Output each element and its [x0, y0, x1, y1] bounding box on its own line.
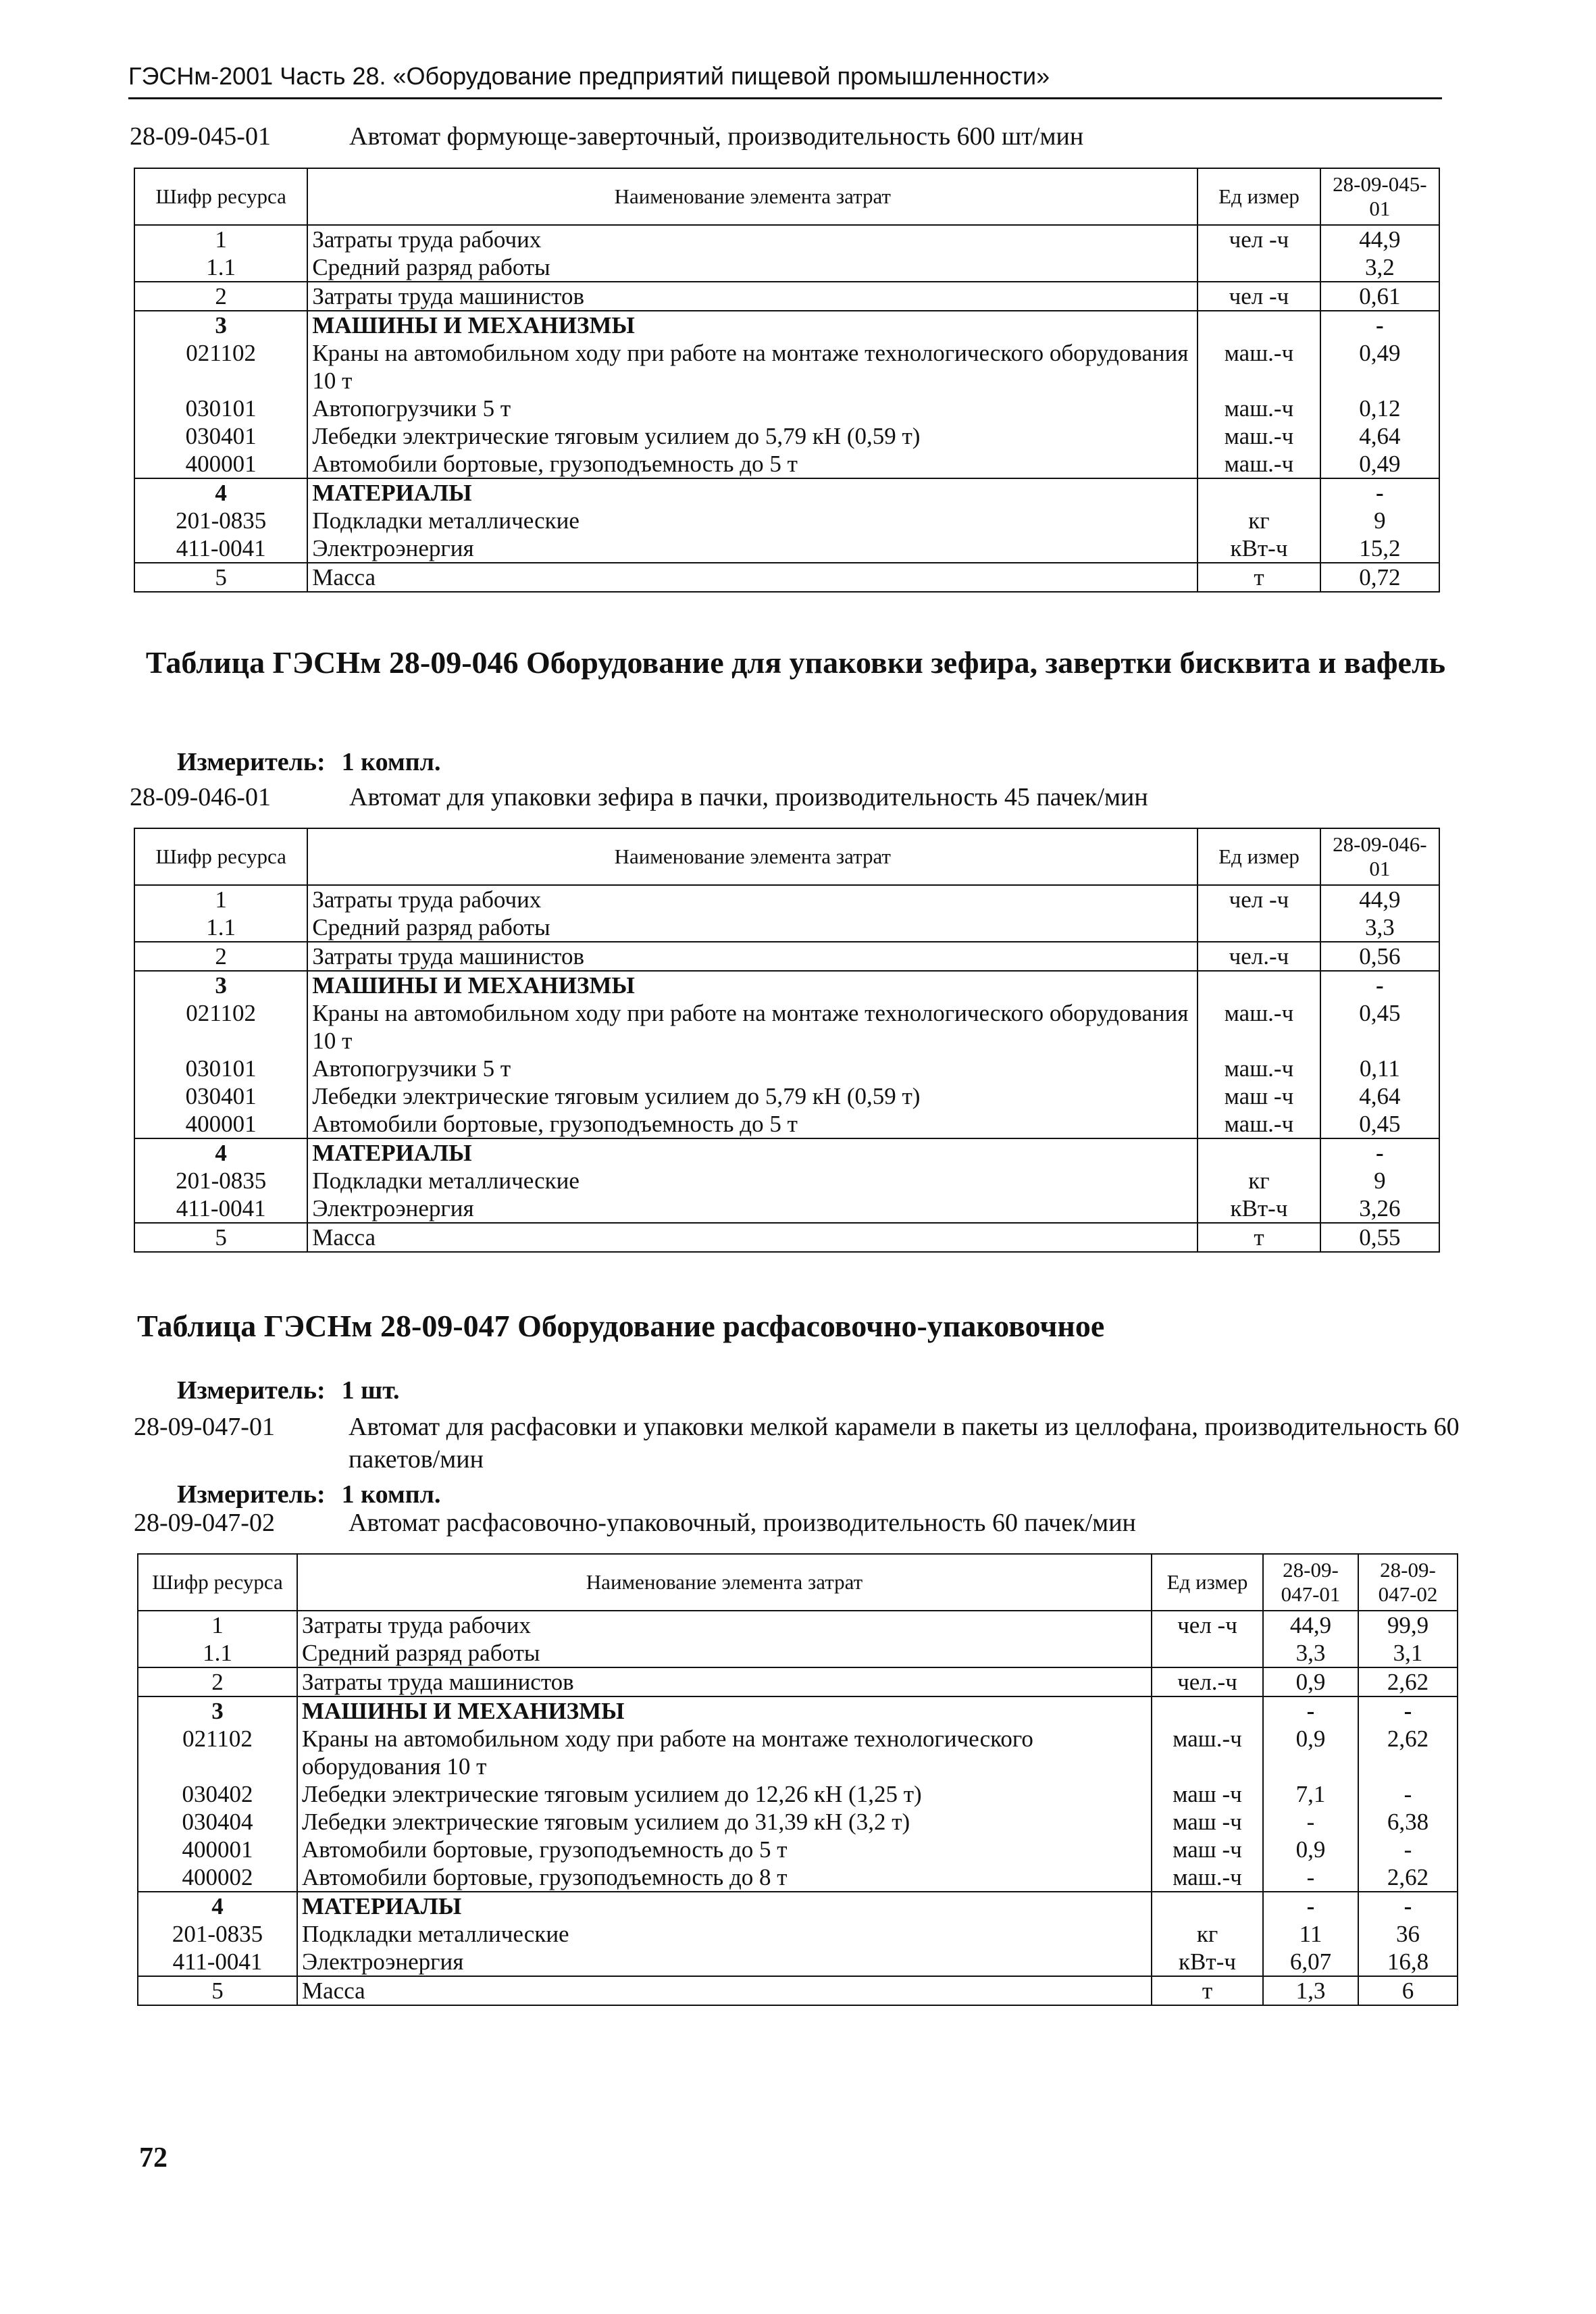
resource-code: 4: [138, 1892, 297, 1920]
norm-value-1: 0,9: [1263, 1667, 1358, 1696]
unit-of-measure: т: [1152, 1976, 1263, 2005]
resource-code: 021102: [134, 999, 307, 1055]
norm-value: 9: [1320, 1167, 1439, 1194]
unit-of-measure: маш.-ч: [1198, 450, 1320, 478]
cost-element-name: Масса: [307, 1223, 1198, 1252]
norm-value-2: -: [1358, 1836, 1458, 1863]
cost-element-name: МАТЕРИАЛЫ: [307, 1138, 1198, 1167]
resource-code: 1.1: [134, 913, 307, 942]
table-row: [138, 1976, 1458, 2005]
norm-value-2: 99,9: [1358, 1611, 1458, 1639]
resource-code: 2: [138, 1667, 297, 1696]
unit-of-measure: кВт-ч: [1198, 534, 1320, 563]
meter-value: 1 шт.: [341, 1376, 400, 1405]
table-row: [138, 1667, 1458, 1696]
resource-code: 5: [138, 1976, 297, 2005]
norm-value-1: 7,1: [1263, 1780, 1358, 1808]
resource-code: 3: [134, 311, 307, 339]
cost-element-name: Краны на автомобильном ходу при работе на монтаже технологического оборудования 10 т: [297, 1725, 1152, 1780]
meter-047-02: [177, 1480, 440, 1509]
norm-value: 0,11: [1320, 1055, 1439, 1082]
cost-element-name: Средний разряд работы: [307, 913, 1198, 942]
unit-of-measure: [1198, 253, 1320, 282]
meter-label: Измеритель:: [177, 1376, 326, 1405]
norm-value: -: [1320, 971, 1439, 999]
norm-value-2: 3,1: [1358, 1639, 1458, 1667]
cost-element-name: МАШИНЫ И МЕХАНИЗМЫ: [297, 1696, 1152, 1725]
resource-code: 030101: [134, 395, 307, 422]
norm-value: 0,61: [1320, 282, 1439, 311]
norm-value-1: 3,3: [1263, 1639, 1358, 1667]
norm-value: 3,3: [1320, 913, 1439, 942]
resource-code: 030401: [134, 1082, 307, 1110]
unit-of-measure: кВт-ч: [1198, 1194, 1320, 1223]
unit-of-measure: [1152, 1892, 1263, 1920]
col-header-norm: 28-09-045-01: [1320, 168, 1439, 225]
unit-of-measure: чел.-ч: [1152, 1667, 1263, 1696]
cost-element-name: Затраты труда машинистов: [297, 1667, 1152, 1696]
norm-value: 15,2: [1320, 534, 1439, 563]
col-header-name: Наименование элемента затрат: [307, 168, 1198, 225]
norm-line-047-01: [134, 1411, 1478, 1476]
table-row: [134, 1082, 1439, 1110]
resource-code: 4: [134, 478, 307, 507]
norm-code: 28-09-045-01: [130, 122, 271, 151]
resource-code: 411-0041: [138, 1948, 297, 1976]
norm-value: 3,26: [1320, 1194, 1439, 1223]
resource-code: 5: [134, 563, 307, 592]
table-row: [134, 339, 1439, 395]
table-body: [134, 225, 1439, 592]
cost-element-name: Электроэнергия: [297, 1948, 1152, 1976]
unit-of-measure: [1198, 913, 1320, 942]
cost-element-name: Электроэнергия: [307, 534, 1198, 563]
table-row: [138, 1892, 1458, 1920]
unit-of-measure: маш.-ч: [1198, 339, 1320, 395]
norm-value: 3,2: [1320, 253, 1439, 282]
unit-of-measure: маш.-ч: [1152, 1863, 1263, 1892]
cost-element-name: Средний разряд работы: [307, 253, 1198, 282]
table-row: [138, 1780, 1458, 1808]
cost-element-name: Краны на автомобильном ходу при работе на монтаже технологического оборудования 10 т: [307, 999, 1198, 1055]
norm-value-1: 0,9: [1263, 1836, 1358, 1863]
table-row: [134, 1223, 1439, 1252]
cost-element-name: Краны на автомобильном ходу при работе на монтаже технологического оборудования 10 т: [307, 339, 1198, 395]
table-row: [134, 422, 1439, 450]
norm-value: 9: [1320, 507, 1439, 534]
cost-element-name: Затраты труда машинистов: [307, 282, 1198, 311]
cost-element-name: Автомобили бортовые, грузоподъемность до 5 т: [297, 1836, 1152, 1863]
norm-value: -: [1320, 1138, 1439, 1167]
unit-of-measure: маш -ч: [1152, 1780, 1263, 1808]
cost-element-name: Автопогрузчики 5 т: [307, 395, 1198, 422]
table-row: [134, 225, 1439, 253]
unit-of-measure: кг: [1152, 1920, 1263, 1948]
norm-value: 44,9: [1320, 885, 1439, 913]
resource-code: 2: [134, 942, 307, 971]
resource-code: 400001: [134, 1110, 307, 1138]
table-title-text: Таблица ГЭСНм 28-09-046 Оборудование для упаковки зефира, завертки бисквита и вафель: [145, 645, 1446, 680]
table-row: [134, 942, 1439, 971]
table-row: [134, 1055, 1439, 1082]
cost-element-name: МАШИНЫ И МЕХАНИЗМЫ: [307, 311, 1198, 339]
table-row: [134, 913, 1439, 942]
resource-code: 1: [134, 885, 307, 913]
unit-of-measure: маш.-ч: [1198, 395, 1320, 422]
col-header-name: Наименование элемента затрат: [307, 828, 1198, 885]
unit-of-measure: кг: [1198, 507, 1320, 534]
table-row: [134, 253, 1439, 282]
resource-code: 030404: [138, 1808, 297, 1836]
cost-element-name: МАТЕРИАЛЫ: [307, 478, 1198, 507]
norm-line-045-01: [130, 122, 1440, 151]
norm-value: 0,56: [1320, 942, 1439, 971]
unit-of-measure: чел -ч: [1152, 1611, 1263, 1639]
resource-table-046: [134, 828, 1440, 1253]
resource-code: 400001: [138, 1836, 297, 1863]
running-header: ГЭСНм-2001 Часть 28. «Оборудование предприятий пищевой промышленности»: [128, 62, 1442, 99]
table-row: [134, 999, 1439, 1055]
norm-description: Автомат для упаковки зефира в пачки, производительность 45 пачек/мин: [349, 783, 1148, 811]
norm-value-1: 1,3: [1263, 1976, 1358, 2005]
resource-code: 4: [134, 1138, 307, 1167]
cost-element-name: Затраты труда рабочих: [297, 1611, 1152, 1639]
unit-of-measure: [1198, 311, 1320, 339]
unit-of-measure: маш -ч: [1198, 1082, 1320, 1110]
cost-element-name: Электроэнергия: [307, 1194, 1198, 1223]
resource-code: 021102: [138, 1725, 297, 1780]
unit-of-measure: чел -ч: [1198, 282, 1320, 311]
unit-of-measure: чел.-ч: [1198, 942, 1320, 971]
cost-element-name: МАШИНЫ И МЕХАНИЗМЫ: [307, 971, 1198, 999]
norm-value-2: 2,62: [1358, 1863, 1458, 1892]
norm-value: 0,55: [1320, 1223, 1439, 1252]
col-header-code: Шифр ресурса: [138, 1554, 297, 1611]
cost-element-name: Масса: [307, 563, 1198, 592]
meter-value: 1 компл.: [341, 1480, 441, 1509]
cost-element-name: Подкладки металлические: [297, 1920, 1152, 1948]
norm-value-1: -: [1263, 1696, 1358, 1725]
unit-of-measure: маш -ч: [1152, 1808, 1263, 1836]
meter-047-01: [177, 1376, 400, 1405]
resource-code: 201-0835: [134, 507, 307, 534]
page-number: 72: [139, 2142, 168, 2173]
norm-value-1: -: [1263, 1892, 1358, 1920]
cost-element-name: Затраты труда машинистов: [307, 942, 1198, 971]
unit-of-measure: [1152, 1696, 1263, 1725]
unit-of-measure: т: [1198, 563, 1320, 592]
cost-element-name: Автомобили бортовые, грузоподъемность до 8 т: [297, 1863, 1152, 1892]
resource-table-047: [137, 1553, 1458, 2006]
cost-element-name: Лебедки электрические тяговым усилием до 31,39 кН (3,2 т): [297, 1808, 1152, 1836]
resource-code: 1.1: [138, 1639, 297, 1667]
table-body: [134, 885, 1439, 1252]
norm-value-2: 2,62: [1358, 1725, 1458, 1780]
table-row: [138, 1836, 1458, 1863]
norm-value: 4,64: [1320, 1082, 1439, 1110]
table-body: [138, 1611, 1458, 2005]
norm-value-2: 6,38: [1358, 1808, 1458, 1836]
norm-value-2: 36: [1358, 1920, 1458, 1948]
meter-label: Измеритель:: [177, 1480, 326, 1509]
norm-value-2: 16,8: [1358, 1948, 1458, 1976]
norm-value-1: 0,9: [1263, 1725, 1358, 1780]
norm-value: 44,9: [1320, 225, 1439, 253]
cost-element-name: Автомобили бортовые, грузоподъемность до 5 т: [307, 1110, 1198, 1138]
norm-value: 0,72: [1320, 563, 1439, 592]
col-header-norm-2: 28-09-047-02: [1358, 1554, 1458, 1611]
resource-code: 3: [138, 1696, 297, 1725]
resource-code: 5: [134, 1223, 307, 1252]
norm-value-1: 6,07: [1263, 1948, 1358, 1976]
resource-code: 021102: [134, 339, 307, 395]
norm-code: 28-09-047-01: [134, 1413, 275, 1441]
col-header-norm-1: 28-09-047-01: [1263, 1554, 1358, 1611]
resource-code: 400002: [138, 1863, 297, 1892]
meter-label: Измеритель:: [177, 748, 326, 776]
resource-code: 411-0041: [134, 1194, 307, 1223]
table-title-047: [137, 1305, 1104, 1347]
col-header-unit: Ед измер: [1198, 168, 1320, 225]
cost-element-name: МАТЕРИАЛЫ: [297, 1892, 1152, 1920]
col-header-code: Шифр ресурса: [134, 168, 307, 225]
table-row: [138, 1863, 1458, 1892]
unit-of-measure: [1198, 478, 1320, 507]
meter-046: [177, 747, 440, 777]
table-row: [134, 450, 1439, 478]
norm-value-2: -: [1358, 1892, 1458, 1920]
table-row: [134, 478, 1439, 507]
cost-element-name: Автомобили бортовые, грузоподъемность до 5 т: [307, 450, 1198, 478]
norm-line-047-02: [134, 1508, 1478, 1538]
table-row: [134, 1110, 1439, 1138]
resource-code: 030401: [134, 422, 307, 450]
cost-element-name: Подкладки металлические: [307, 507, 1198, 534]
norm-description: Автомат формующе-заверточный, производительность 600 шт/мин: [349, 122, 1084, 151]
table-row: [138, 1948, 1458, 1976]
table-title-046: [134, 642, 1458, 684]
unit-of-measure: маш.-ч: [1152, 1725, 1263, 1780]
resource-code: 030402: [138, 1780, 297, 1808]
cost-element-name: Лебедки электрические тяговым усилием до 5,79 кН (0,59 т): [307, 422, 1198, 450]
norm-value-1: -: [1263, 1808, 1358, 1836]
table-row: [134, 1194, 1439, 1223]
unit-of-measure: маш -ч: [1152, 1836, 1263, 1863]
cost-element-name: Автопогрузчики 5 т: [307, 1055, 1198, 1082]
table-row: [134, 1167, 1439, 1194]
resource-code: 201-0835: [138, 1920, 297, 1948]
unit-of-measure: чел -ч: [1198, 225, 1320, 253]
table-row: [138, 1808, 1458, 1836]
table-row: [138, 1725, 1458, 1780]
col-header-unit: Ед измер: [1152, 1554, 1263, 1611]
norm-value: 0,49: [1320, 339, 1439, 395]
unit-of-measure: маш.-ч: [1198, 1110, 1320, 1138]
resource-code: 030101: [134, 1055, 307, 1082]
table-row: [138, 1696, 1458, 1725]
table-row: [138, 1639, 1458, 1667]
table-row: [134, 311, 1439, 339]
resource-code: 1.1: [134, 253, 307, 282]
cost-element-name: Лебедки электрические тяговым усилием до 12,26 кН (1,25 т): [297, 1780, 1152, 1808]
unit-of-measure: [1152, 1639, 1263, 1667]
table-row: [134, 563, 1439, 592]
norm-code: 28-09-046-01: [130, 783, 271, 811]
norm-description: Автомат расфасовочно-упаковочный, производительность 60 пачек/мин: [349, 1509, 1136, 1537]
unit-of-measure: [1198, 1138, 1320, 1167]
unit-of-measure: маш.-ч: [1198, 1055, 1320, 1082]
norm-value-2: -: [1358, 1780, 1458, 1808]
resource-code: 411-0041: [134, 534, 307, 563]
cost-element-name: Затраты труда рабочих: [307, 225, 1198, 253]
unit-of-measure: чел -ч: [1198, 885, 1320, 913]
table-row: [134, 534, 1439, 563]
resource-code: 3: [134, 971, 307, 999]
norm-value: 4,64: [1320, 422, 1439, 450]
resource-code: 1: [134, 225, 307, 253]
unit-of-measure: т: [1198, 1223, 1320, 1252]
table-row: [134, 282, 1439, 311]
unit-of-measure: кВт-ч: [1152, 1948, 1263, 1976]
norm-description: Автомат для расфасовки и упаковки мелкой карамели в пакеты из целлофана, производительность 60 пакетов/мин: [349, 1413, 1460, 1474]
norm-value: -: [1320, 478, 1439, 507]
col-header-code: Шифр ресурса: [134, 828, 307, 885]
norm-line-046-01: [130, 782, 1440, 812]
table-row: [134, 395, 1439, 422]
norm-value-1: -: [1263, 1863, 1358, 1892]
col-header-name: Наименование элемента затрат: [297, 1554, 1152, 1611]
norm-value: 0,45: [1320, 1110, 1439, 1138]
table-row: [134, 507, 1439, 534]
cost-element-name: Масса: [297, 1976, 1152, 2005]
table-row: [134, 1138, 1439, 1167]
resource-code: 2: [134, 282, 307, 311]
col-header-norm: 28-09-046-01: [1320, 828, 1439, 885]
resource-code: 201-0835: [134, 1167, 307, 1194]
meter-value: 1 компл.: [341, 748, 441, 776]
norm-value-1: 11: [1263, 1920, 1358, 1948]
table-row: [138, 1611, 1458, 1639]
table-row: [134, 971, 1439, 999]
resource-code: 1: [138, 1611, 297, 1639]
norm-value-1: 44,9: [1263, 1611, 1358, 1639]
norm-code: 28-09-047-02: [134, 1509, 275, 1537]
unit-of-measure: маш.-ч: [1198, 999, 1320, 1055]
cost-element-name: Затраты труда рабочих: [307, 885, 1198, 913]
norm-value: 0,45: [1320, 999, 1439, 1055]
unit-of-measure: кг: [1198, 1167, 1320, 1194]
norm-value: 0,49: [1320, 450, 1439, 478]
table-row: [134, 885, 1439, 913]
table-title-text: Таблица ГЭСНм 28-09-047 Оборудование расфасовочно-упаковочное: [137, 1309, 1105, 1343]
col-header-unit: Ед измер: [1198, 828, 1320, 885]
resource-code: 400001: [134, 450, 307, 478]
unit-of-measure: маш.-ч: [1198, 422, 1320, 450]
cost-element-name: Подкладки металлические: [307, 1167, 1198, 1194]
cost-element-name: Средний разряд работы: [297, 1639, 1152, 1667]
norm-value-2: 6: [1358, 1976, 1458, 2005]
norm-value-2: 2,62: [1358, 1667, 1458, 1696]
cost-element-name: Лебедки электрические тяговым усилием до 5,79 кН (0,59 т): [307, 1082, 1198, 1110]
resource-table-045: [134, 168, 1440, 593]
table-row: [138, 1920, 1458, 1948]
unit-of-measure: [1198, 971, 1320, 999]
norm-value: -: [1320, 311, 1439, 339]
norm-value-2: -: [1358, 1696, 1458, 1725]
norm-value: 0,12: [1320, 395, 1439, 422]
